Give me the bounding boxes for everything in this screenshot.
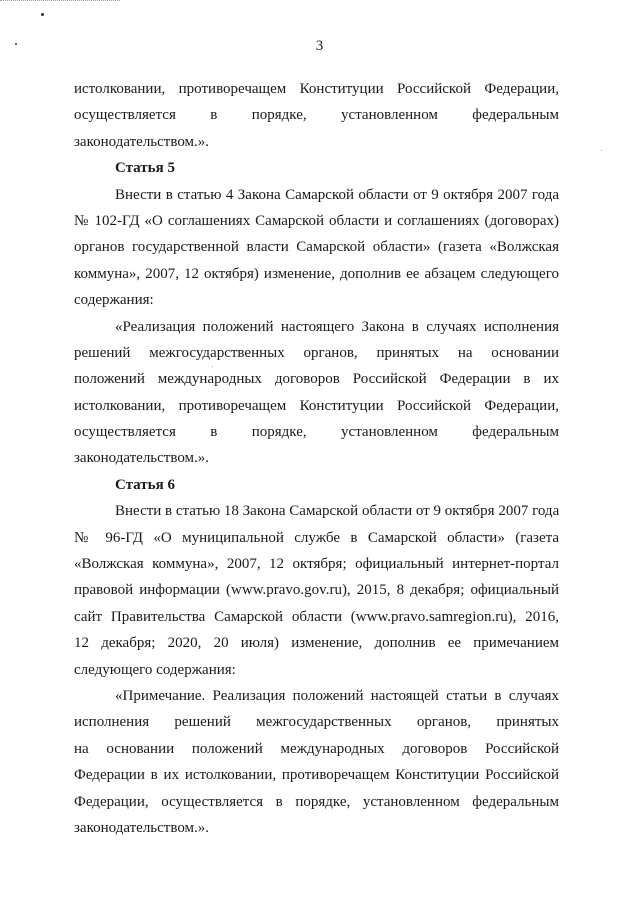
text-line: № 102-ГД «О соглашениях Самарской области и соглашениях (договорах) xyxy=(74,212,559,229)
text-line: Федерации, осуществляется в порядке, установленном федеральным xyxy=(74,793,559,810)
top-edge-rule xyxy=(0,0,120,3)
page-number: 3 xyxy=(315,38,324,54)
paragraph-first-line: «Примечание. Реализация положений настоящей статьи в случаях xyxy=(115,687,559,704)
text-line: коммуна», 2007, 12 октября) изменение, дополнив ее абзацем следующего xyxy=(74,265,559,282)
article-heading: Статья 5 xyxy=(115,160,175,177)
text-line: «Волжская коммуна», 2007, 12 октября; официальный интернет-портал xyxy=(74,556,559,573)
paragraph-last-line: законодательством.». xyxy=(74,450,210,467)
text-line: истолковании, противоречащем Конституции Российской Федерации, xyxy=(74,81,559,97)
text-line: осуществляется в порядке, установленном федеральным xyxy=(74,107,559,124)
text-line: истолковании, противоречащем Конституции Российской Федерации, xyxy=(74,397,559,414)
scan-speck xyxy=(601,150,602,151)
scan-speck xyxy=(41,13,44,16)
paragraph-last-line: законодательством.». xyxy=(74,819,210,836)
article-heading: Статья 6 xyxy=(115,476,175,493)
text-line: решений межгосударственных органов, принятых на основании xyxy=(74,344,559,361)
text-line: положений международных договоров Российской Федерации в их xyxy=(74,371,559,388)
paragraph-first-line: Внести в статью 4 Закона Самарской области от 9 октября 2007 года xyxy=(115,186,559,203)
text-line: № 96-ГД «О муниципальной службе в Самарской области» (газета xyxy=(74,529,559,546)
paragraph-last-line: законодательством.». xyxy=(74,133,210,150)
paragraph-first-line: «Реализация положений настоящего Закона в случаях исполнения xyxy=(115,318,559,335)
text-line: осуществляется в порядке, установленном федеральным xyxy=(74,424,559,441)
text-line: органов государственной власти Самарской области» (газета «Волжская xyxy=(74,239,559,256)
document-body xyxy=(74,76,559,841)
text-line: на основании положений международных договоров Российской xyxy=(74,740,559,757)
paragraph-first-line: Внести в статью 18 Закона Самарской области от 9 октября 2007 года xyxy=(115,503,559,520)
text-line: правовой информации (www.pravo.gov.ru), 2015, 8 декабря; официальный xyxy=(74,582,559,599)
text-line: сайт Правительства Самарской области (www.pravo.samregion.ru), 2016, xyxy=(74,608,559,625)
text-line: исполнения решений межгосударственных органов, принятых xyxy=(74,714,559,731)
text-line: Федерации в их истолковании, противоречащем Конституции Российской xyxy=(74,767,559,784)
paragraph-last-line: следующего содержания: xyxy=(74,661,236,678)
paragraph-last-line: содержания: xyxy=(74,292,154,309)
text-line: 12 декабря; 2020, 20 июля) изменение, дополнив ее примечанием xyxy=(74,635,559,652)
